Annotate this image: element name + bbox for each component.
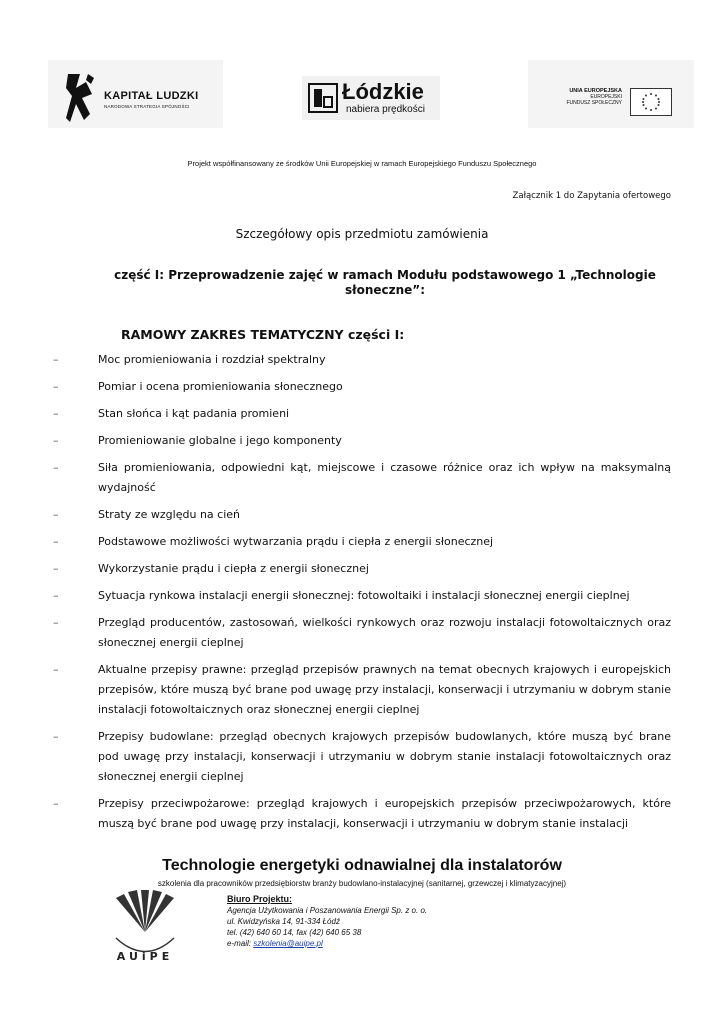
eu-line2: EUROPEJSKI	[590, 94, 622, 100]
list-item: – Siła promieniowania, odpowiedni kąt, miejscowe i czasowe różnice oraz ich wpływ na maksymalną wydajność	[53, 458, 671, 498]
dash-bullet: –	[53, 434, 59, 447]
list-item: – Aktualne przepisy prawne: przegląd przepisów prawnych na temat obecnych krajowych i europejskich przepisów, które muszą być brane pod uwagę przy instalacji, konserwacji i utrzymaniu w dobrym stanie instalacji fotowoltaicznych oraz słonecznej energii cieplnej	[53, 660, 671, 720]
auipe-logo-icon	[110, 890, 180, 965]
list-item: – Stan słońca i kąt padania promieni	[53, 404, 671, 424]
auipe-logo-letters: AUiPE	[116, 950, 174, 963]
list-item: – Moc promieniowania i rozdział spektralny	[53, 350, 671, 370]
list-item: – Wykorzystanie prądu i ciepła z energii słonecznej	[53, 559, 671, 579]
email-link[interactable]: szkolenia@auipe.pl	[253, 939, 323, 948]
topics-list	[53, 350, 671, 841]
funding-note: Projekt współfinansowany ze środków Unii Europejskiej w ramach Europejskiego Funduszu Społecznego	[187, 159, 537, 168]
office-email-row	[227, 938, 427, 949]
kapital-ludzki-subtitle: NARODOWA STRATEGIA SPÓJNOŚCI	[104, 104, 190, 109]
page-title: Szczegółowy opis przedmiotu zamówienia	[235, 227, 489, 241]
dash-bullet: –	[53, 663, 59, 676]
list-item: – Pomiar i ocena promieniowania słonecznego	[53, 377, 671, 397]
dash-bullet: –	[53, 797, 59, 810]
list-item: – Przepisy budowlane: przegląd obecnych krajowych przepisów budowlanych, które muszą być brane pod uwagę przy instalacji, konserwacji i utrzymaniu w dobrym stanie instalacji fotowoltaicznych oraz słonecznej energii cieplnej	[53, 727, 671, 787]
lodzkie-emblem-icon	[308, 83, 338, 113]
part-title: część I: Przeprowadzenie zajęć w ramach Modułu podstawowego 1 „Technologie słoneczne”:	[114, 268, 656, 297]
office-agency: Agencja Użytkowania i Poszanowania Energii Sp. z o. o.	[227, 906, 428, 915]
kapital-ludzki-logo	[48, 60, 223, 128]
email-label: e-mail:	[227, 939, 252, 948]
eu-flag-icon	[630, 88, 672, 116]
lodzkie-logo	[302, 76, 440, 120]
lodzkie-subtitle: nabiera prędkości	[346, 104, 425, 115]
footer-subtitle: szkolenia dla pracowników przedsiębiorstw branży budowlano-instalacyjnej (sanitarnej, grzewczej i klimatyzacyjnej)	[157, 879, 567, 888]
eu-logo	[528, 60, 694, 128]
kapital-ludzki-title: KAPITAŁ LUDZKI	[104, 90, 199, 102]
dash-bullet: –	[53, 535, 59, 548]
kapital-ludzki-figure-icon	[66, 74, 96, 124]
eu-line1: UNIA EUROPEJSKA	[569, 88, 622, 94]
list-item: – Promieniowanie globalne i jego komponenty	[53, 431, 671, 451]
list-item: – Straty ze względu na cień	[53, 505, 671, 525]
dash-bullet: –	[53, 730, 59, 743]
project-office	[227, 894, 427, 949]
office-address: ul. Kwidzyńska 14, 91-334 Łódź	[227, 917, 340, 926]
footer-title: Technologie energetyki odnawialnej dla instalatorów	[162, 857, 562, 874]
list-item: – Przepisy przeciwpożarowe: przegląd krajowych i europejskich przepisów przeciwpożarowych, które muszą być brane pod uwagę przy instalacji, konserwacji i utrzymaniu w dobrym stanie instalacji	[53, 794, 671, 834]
dash-bullet: –	[53, 407, 59, 420]
dash-bullet: –	[53, 562, 59, 575]
dash-bullet: –	[53, 616, 59, 629]
eu-line3: FUNDUSZ SPOŁECZNY	[566, 100, 622, 106]
dash-bullet: –	[53, 380, 59, 393]
annex-label: Załącznik 1 do Zapytania ofertowego	[512, 191, 671, 201]
dash-bullet: –	[53, 508, 59, 521]
dash-bullet: –	[53, 353, 59, 366]
office-phone: tel. (42) 640 60 14, fax (42) 640 65 38	[227, 928, 362, 937]
logo-bar	[48, 60, 696, 130]
section-heading: RAMOWY ZAKRES TEMATYCZNY części I:	[121, 327, 405, 342]
dash-bullet: –	[53, 461, 59, 474]
list-item: – Sytuacja rynkowa instalacji energii słonecznej: fotowoltaiki i instalacji słonecznej energii cieplnej	[53, 586, 671, 606]
office-heading: Biuro Projektu:	[227, 894, 293, 904]
lodzkie-title: Łódzkie	[342, 79, 424, 104]
list-item: – Podstawowe możliwości wytwarzania prądu i ciepła z energii słonecznej	[53, 532, 671, 552]
dash-bullet: –	[53, 589, 59, 602]
list-item: – Przegląd producentów, zastosowań, wielkości rynkowych oraz rozwoju instalacji fotowoltaicznych oraz słonecznej energii cieplnej	[53, 613, 671, 653]
